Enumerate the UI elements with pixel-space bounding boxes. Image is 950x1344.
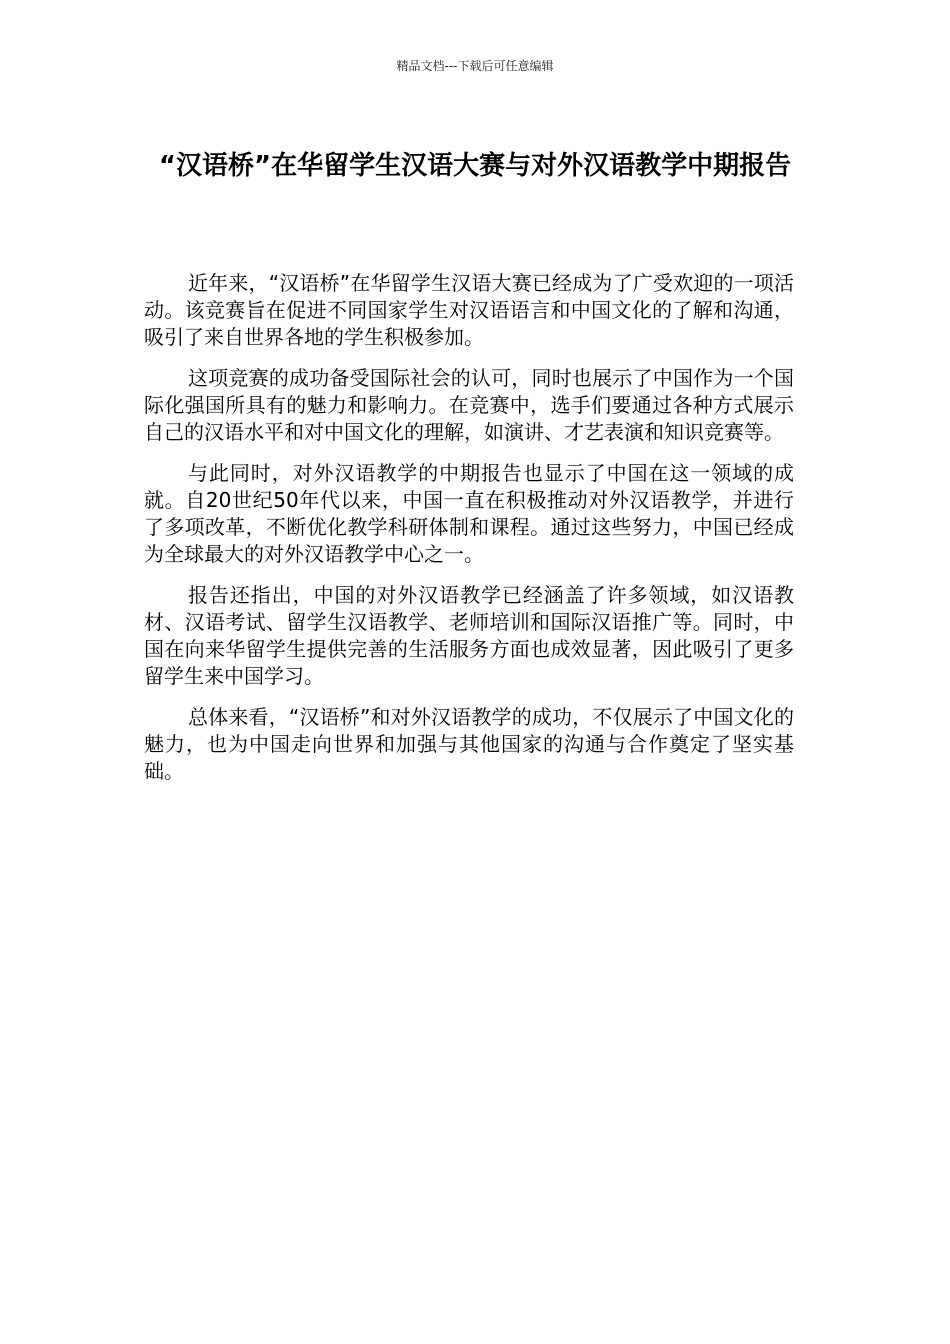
paragraph: 总体来看，“汉语桥”和对外汉语教学的成功，不仅展示了中国文化的魅力，也为中国走向世界和加强与其他国家的沟通与合作奠定了坚实基础。 <box>144 705 794 783</box>
document-body <box>144 270 794 799</box>
header-note: 精品文档---下载后可任意编辑 <box>396 59 554 73</box>
paragraph: 与此同时，对外汉语教学的中期报告也显示了中国在这一领域的成就。自20世纪50年代以来，中国一直在积极推动对外汉语教学，并进行了多项改革，不断优化教学科研体制和课程。通过这些努力，中国已经成为全球最大的对外汉语教学中心之一。 <box>144 461 794 566</box>
paragraph: 近年来，“汉语桥”在华留学生汉语大赛已经成为了广受欢迎的一项活动。该竞赛旨在促进不同国家学生对汉语语言和中国文化的了解和沟通，吸引了来自世界各地的学生积极参加。 <box>144 271 794 349</box>
document-title: “汉语桥”在华留学生汉语大赛与对外汉语教学中期报告 <box>158 151 792 181</box>
paragraph: 这项竞赛的成功备受国际社会的认可，同时也展示了中国作为一个国际化强国所具有的魅力和影响力。在竞赛中，选手们要通过各种方式展示自己的汉语水平和对中国文化的理解，如演讲、才艺表演和知识竞赛等。 <box>144 366 794 444</box>
paragraph: 报告还指出，中国的对外汉语教学已经涵盖了许多领域，如汉语教材、汉语考试、留学生汉语教学、老师培训和国际汉语推广等。同时，中国在向来华留学生提供完善的生活服务方面也成效显著，因此吸引了更多留学生来中国学习。 <box>144 583 794 688</box>
